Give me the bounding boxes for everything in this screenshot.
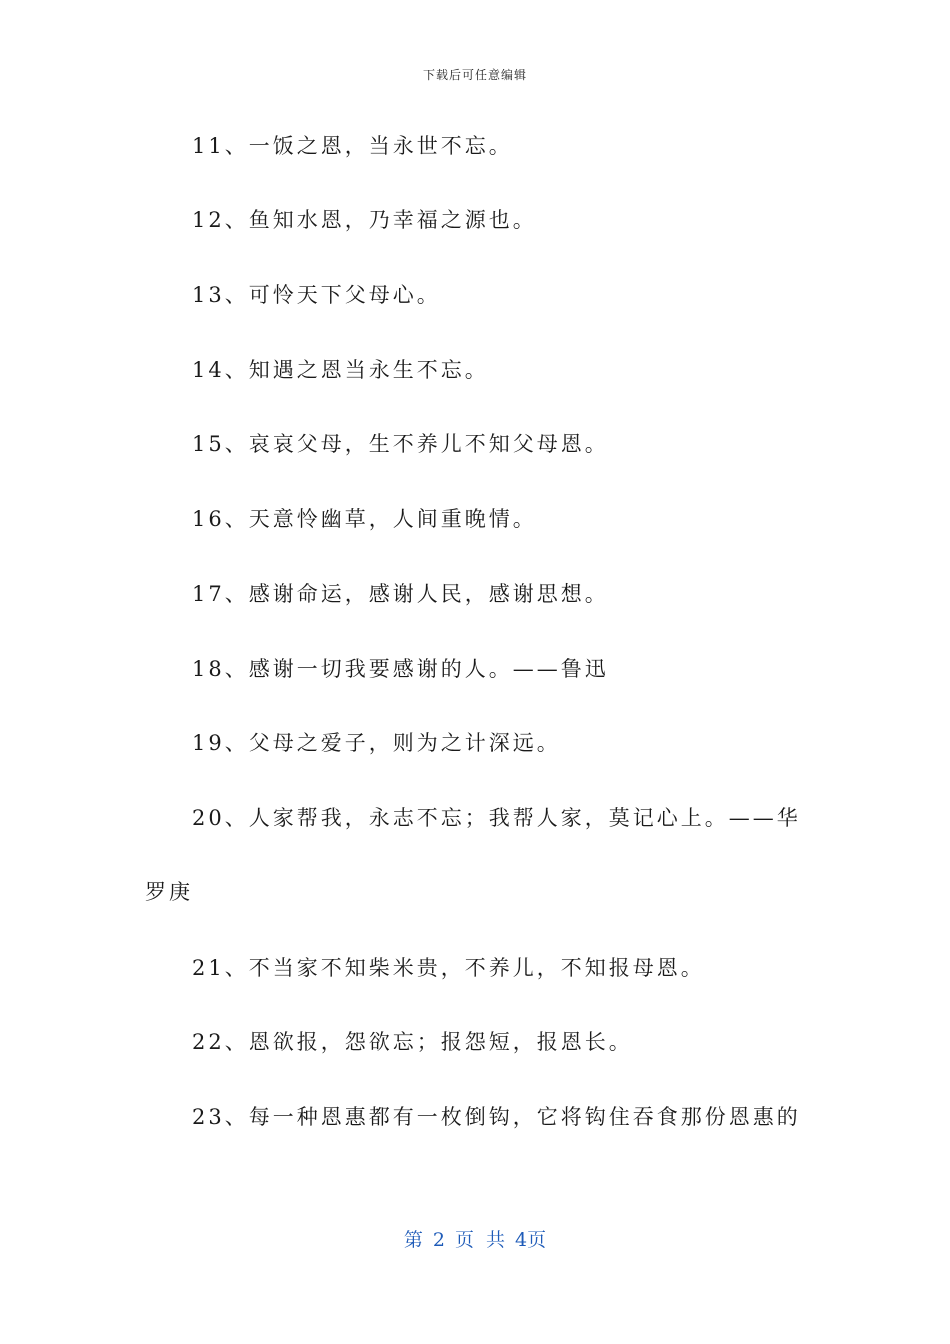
quote-line-15: 15、哀哀父母，生不养儿不知父母恩。 — [192, 432, 609, 456]
header-note: 下载后可任意编辑 — [422, 68, 527, 82]
footer-label-of: 页 共 — [454, 1229, 506, 1251]
quote-line-23: 23、每一种恩惠都有一枚倒钩，它将钩住吞食那份恩惠的 — [192, 1105, 801, 1129]
quote-line-22: 22、恩欲报，怨欲忘；报怨短，报恩长。 — [192, 1030, 633, 1054]
quote-line-12: 12、鱼知水恩，乃幸福之源也。 — [192, 208, 537, 232]
quote-line-21: 21、不当家不知柴米贵，不养儿，不知报母恩。 — [192, 956, 705, 980]
quote-line-13: 13、可怜天下父母心。 — [192, 283, 441, 307]
quote-line-11: 11、一饭之恩，当永世不忘。 — [192, 134, 513, 158]
quote-line-20: 20、人家帮我，永志不忘；我帮人家，莫记心上。——华 — [192, 806, 801, 830]
footer-total-pages: 4页 — [515, 1229, 547, 1251]
footer-current-page: 2 — [432, 1229, 445, 1251]
page-footer — [0, 1225, 950, 1252]
quote-line-18: 18、感谢一切我要感谢的人。——鲁迅 — [192, 657, 609, 681]
quote-line-17: 17、感谢命运，感谢人民，感谢思想。 — [192, 582, 609, 606]
quote-line-16: 16、天意怜幽草，人间重晚情。 — [192, 507, 537, 531]
quote-line-14: 14、知遇之恩当永生不忘。 — [192, 358, 489, 382]
quote-line-19: 19、父母之爱子，则为之计深远。 — [192, 731, 561, 755]
quote-line-20-continued: 罗庚 — [145, 880, 193, 904]
footer-label-page: 第 — [403, 1229, 423, 1251]
